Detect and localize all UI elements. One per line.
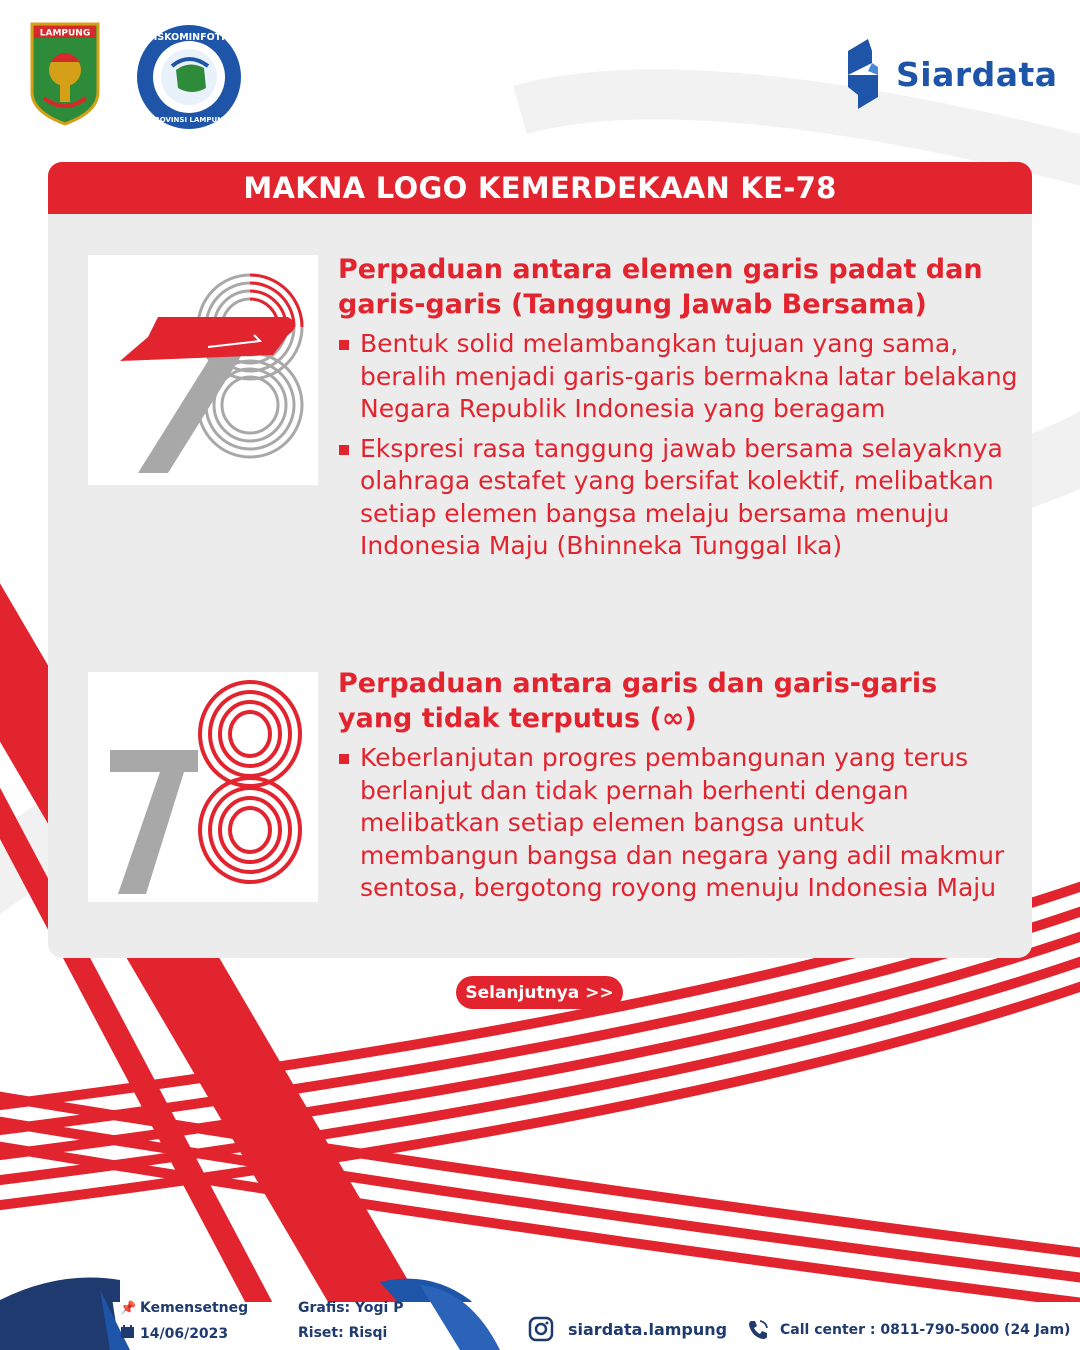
instagram-handle: siardata.lampung bbox=[568, 1319, 728, 1339]
section-title: Perpaduan antara elemen garis padat dan garis-garis (Tanggung Jawab Bersama) bbox=[338, 254, 983, 320]
disko-logo-top-text: DISKOMINFOTIK bbox=[145, 32, 233, 43]
card-title: MAKNA LOGO KEMERDEKAAN KE-78 bbox=[243, 171, 837, 205]
logo-78-continuous-lines-image bbox=[88, 672, 318, 902]
footer-grafis: Grafis: Yogi P bbox=[298, 1300, 404, 1316]
pin-icon: 📌 bbox=[120, 1300, 137, 1316]
footer-source bbox=[120, 1300, 248, 1316]
bullet-item: Ekspresi rasa tanggung jawab bersama selayaknya olahraga estafet yang bersifat kolektif, melibatkan setiap elemen bangsa melaju bersama menuju Indonesia Maju (Bhinneka Tunggal Ika) bbox=[338, 433, 1018, 563]
phone-icon bbox=[746, 1318, 770, 1342]
lampung-emblem-logo bbox=[30, 22, 100, 126]
section-solid-striped bbox=[338, 252, 1018, 570]
footer-date-text: 14/06/2023 bbox=[140, 1325, 229, 1342]
diskominfotik-logo bbox=[134, 22, 244, 132]
brand-name: Siardata bbox=[896, 54, 1058, 94]
content-card bbox=[48, 162, 1032, 958]
bullet-item: Bentuk solid melambangkan tujuan yang sama, beralih menjadi garis-garis bermakna latar belakang Negara Republik Indonesia yang beragam bbox=[338, 328, 1018, 426]
card-header bbox=[48, 162, 1032, 214]
bullet-item: Keberlanjutan progres pembangunan yang terus berlanjut dan tidak pernah berhenti dengan melibatkan setiap elemen bangsa untuk membangun bangsa dan negara yang adil makmur sentosa, bergotong royong menuju Indonesia Maju bbox=[338, 742, 1018, 905]
instagram-icon bbox=[528, 1316, 554, 1342]
lampung-logo-text: LAMPUNG bbox=[39, 28, 91, 39]
calendar-icon bbox=[120, 1325, 134, 1342]
siardata-s-icon bbox=[838, 37, 888, 111]
footer-riset: Riset: Risqi bbox=[298, 1325, 388, 1341]
section-continuous-lines bbox=[338, 666, 1018, 912]
call-center-text: Call center : 0811-790-5000 (24 Jam) bbox=[780, 1322, 1071, 1338]
footer-call-center[interactable] bbox=[746, 1318, 1070, 1342]
siardata-brand bbox=[838, 34, 1058, 114]
bullet-list bbox=[338, 328, 1018, 563]
disko-logo-bottom-text: PROVINSI LAMPUNG bbox=[149, 116, 229, 124]
footer-date bbox=[120, 1325, 228, 1342]
logo-78-solid-striped-image bbox=[88, 255, 318, 485]
section-title: Perpaduan antara garis dan garis-garis yang tidak terputus (∞) bbox=[338, 668, 938, 734]
footer-instagram[interactable] bbox=[528, 1316, 727, 1342]
footer-source-text: Kemensetneg bbox=[140, 1300, 249, 1316]
next-button[interactable]: Selanjutnya >> bbox=[456, 976, 623, 1009]
bullet-list bbox=[338, 742, 1018, 905]
